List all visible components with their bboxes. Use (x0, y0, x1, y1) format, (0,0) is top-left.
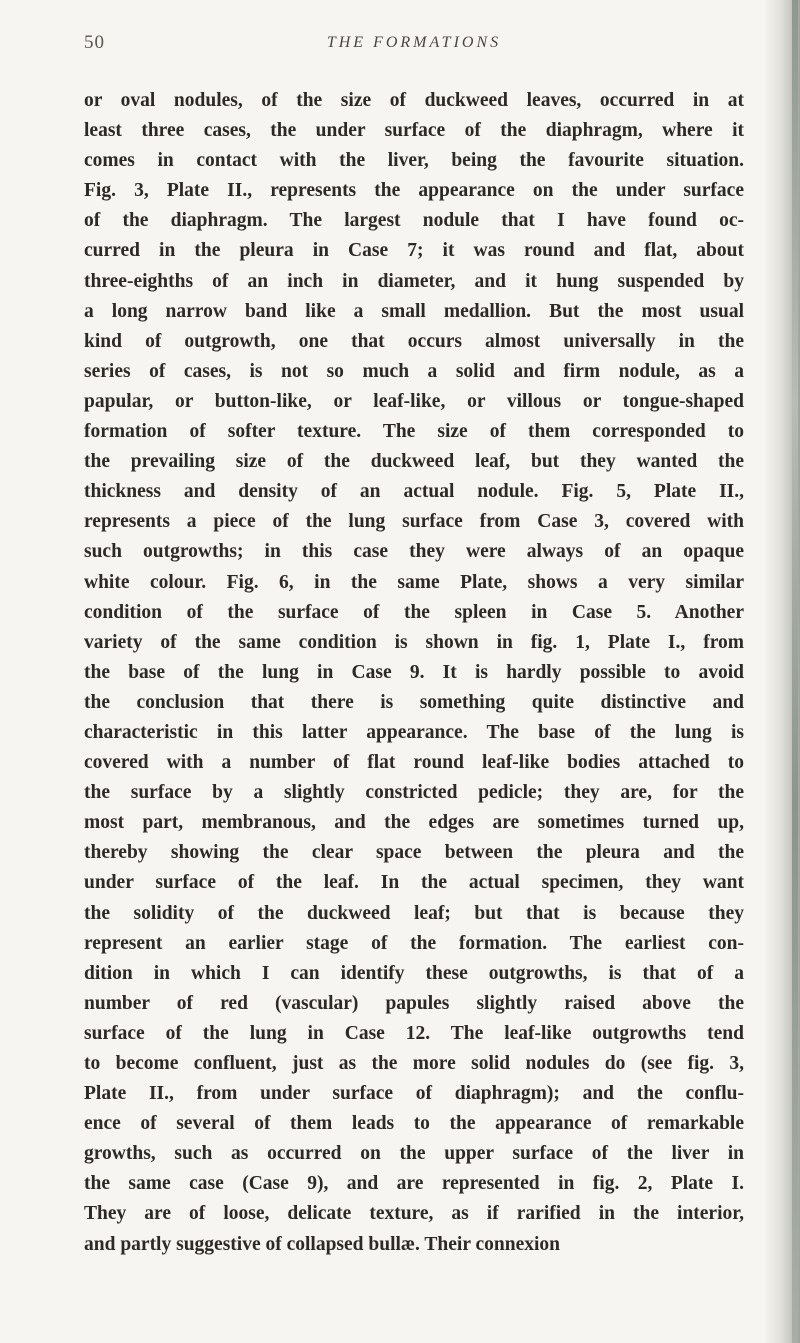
text-line: a long narrow band like a small medallion. But the most usual (84, 300, 744, 322)
text-line: three-eighths of an inch in diameter, and it hung suspended by (84, 270, 744, 292)
text-line: curred in the pleura in Case 7; it was round and flat, about (84, 240, 744, 262)
running-head: THE FORMATIONS (326, 34, 502, 51)
text-line: most part, membranous, and the edges are sometimes turned up, (84, 812, 744, 834)
text-line: Plate II., from under surface of diaphragm); and the conflu- (84, 1083, 744, 1105)
text-line: series of cases, is not so much a solid and firm nodule, as a (84, 360, 744, 382)
text-line: ence of several of them leads to the appearance of remarkable (84, 1113, 744, 1135)
text-line: the prevailing size of the duckweed leaf, but they wanted the (84, 451, 744, 473)
text-line: represents a piece of the lung surface from Case 3, covered with (84, 511, 744, 533)
text-line: or oval nodules, of the size of duckweed leaves, occurred in at (84, 90, 744, 111)
text-line: the same case (Case 9), and are represented in fig. 2, Plate I. (84, 1173, 744, 1195)
text-line: the solidity of the duckweed leaf; but that is because they (84, 902, 744, 924)
text-line: number of red (vascular) papules slightly raised above the (84, 992, 744, 1014)
text-line: the conclusion that there is something quite distinctive and (84, 691, 744, 713)
text-line: formation of softer texture. The size of them corresponded to (84, 421, 744, 443)
text-line: covered with a number of flat round leaf-like bodies attached to (84, 752, 744, 774)
text-line: Fig. 3, Plate II., represents the appearance on the under surface (84, 180, 744, 202)
text-line: the surface by a slightly constricted pedicle; they are, for the (84, 782, 744, 804)
text-line: under surface of the leaf. In the actual specimen, they want (84, 872, 744, 894)
page-number: 50 (84, 32, 105, 53)
text-line: represent an earlier stage of the formation. The earliest con- (84, 932, 744, 954)
text-line: condition of the surface of the spleen in Case 5. Another (84, 601, 744, 623)
text-line: the base of the lung in Case 9. It is hardly possible to avoid (84, 661, 744, 683)
page-header (84, 32, 744, 60)
text-line: least three cases, the under surface of the diaphragm, where it (84, 120, 744, 142)
text-line: and partly suggestive of collapsed bullæ. Their connexion (84, 1233, 561, 1255)
text-line: such outgrowths; in this case they were always of an opaque (84, 541, 744, 563)
page-edge-shadow (766, 0, 800, 1343)
text-line: variety of the same condition is shown in fig. 1, Plate I., from (84, 631, 744, 653)
text-line: surface of the lung in Case 12. The leaf-like outgrowths tend (84, 1022, 744, 1044)
text-line: of the diaphragm. The largest nodule that I have found oc- (84, 210, 744, 232)
text-line: They are of loose, delicate texture, as if rarified in the interior, (84, 1203, 744, 1225)
text-line: growths, such as occurred on the upper surface of the liver in (84, 1143, 744, 1165)
text-line: characteristic in this latter appearance. The base of the lung is (84, 721, 744, 743)
text-line: thickness and density of an actual nodule. Fig. 5, Plate II., (84, 481, 744, 503)
text-line: to become confluent, just as the more solid nodules do (see fig. 3, (84, 1053, 744, 1074)
text-line: thereby showing the clear space between the pleura and the (84, 842, 744, 864)
text-line: papular, or button-like, or leaf-like, or villous or tongue-shaped (84, 390, 744, 412)
body-paragraph (84, 86, 744, 1260)
text-line: white colour. Fig. 6, in the same Plate, shows a very similar (84, 571, 744, 593)
text-line: dition in which I can identify these outgrowths, is that of a (84, 962, 744, 984)
text-line: kind of outgrowth, one that occurs almost universally in the (84, 330, 744, 352)
text-line: comes in contact with the liver, being the favourite situation. (84, 150, 744, 172)
